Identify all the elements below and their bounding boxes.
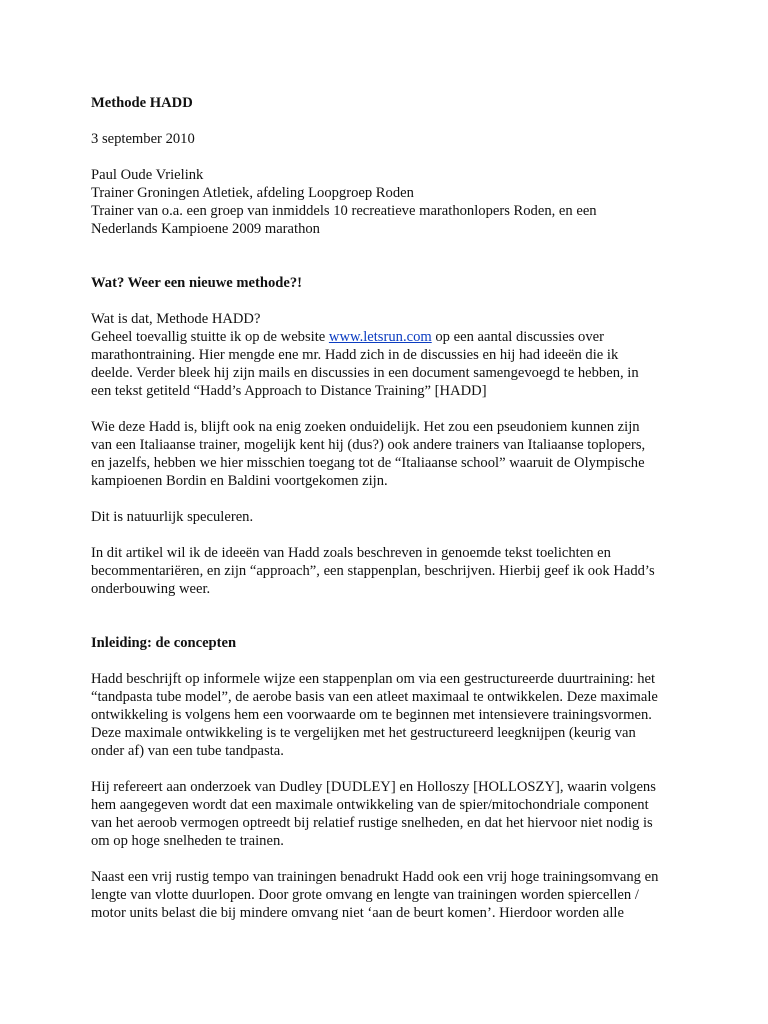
text-line: Hij refereert aan onderzoek van Dudley [DUDLEY] en Holloszy [HOLLOSZY], waarin volgens (91, 779, 656, 795)
author-name: Paul Oude Vrielink (91, 167, 204, 183)
text-line: lengte van vlotte duurlopen. Door grote omvang en lengte van trainingen worden spiercellen / (91, 887, 639, 903)
text-line: en jazelfs, hebben we hier misschien toegang tot de “Italiaanse school” waaruit de Olympische (91, 455, 645, 471)
text-line: Naast een vrij rustig tempo van trainingen benadrukt Hadd ook een vrij hoge trainingsomvang en (91, 869, 659, 885)
section-heading: Wat? Weer een nieuwe methode?! (91, 275, 303, 291)
spacer (91, 616, 691, 634)
spacer (91, 850, 691, 868)
spacer (91, 400, 691, 418)
text-line: Wie deze Hadd is, blijft ook na enig zoeken onduidelijk. Het zou een pseudoniem kunnen zijn (91, 419, 640, 435)
paragraph (91, 868, 691, 922)
text-line: Dit is natuurlijk speculeren. (91, 509, 254, 525)
text-line: ontwikkeling is volgens hem een voorwaarde om te beginnen met intensievere trainingsvormen. (91, 707, 652, 723)
text-line: Wat is dat, Methode HADD? (91, 311, 261, 327)
text-line: deelde. Verder bleek hij zijn mails en discussies in een document samengevoegd te hebben, in (91, 365, 639, 381)
author-role-line: Trainer Groningen Atletiek, afdeling Loopgroep Roden (91, 185, 414, 201)
spacer (91, 598, 691, 616)
spacer (91, 256, 691, 274)
author-role-line: Nederlands Kampioene 2009 marathon (91, 221, 320, 237)
spacer (91, 652, 691, 670)
spacer (91, 490, 691, 508)
text-span: Geheel toevallig stuitte ik op de website (91, 329, 329, 345)
paragraph (91, 310, 691, 400)
text-line: motor units belast die bij mindere omvang niet ‘aan de beurt komen’. Hierdoor worden alle (91, 905, 624, 921)
text-line: Hadd beschrijft op informele wijze een stappenplan om via een gestructureerde duurtraining: het (91, 671, 656, 687)
author-role-line: Trainer van o.a. een groep van inmiddels 10 recreatieve marathonlopers Roden, en een (91, 203, 597, 219)
document-page (91, 94, 691, 922)
text-line: marathontraining. Hier mengde ene mr. Hadd zich in de discussies en hij had ideeën die ik (91, 347, 619, 363)
paragraph (91, 544, 691, 598)
text-line: onder af) van een tube tandpasta. (91, 743, 284, 759)
paragraph (91, 508, 691, 526)
text-line: Deze maximale ontwikkeling is te vergelijken met het gestructureerd leegknijpen (keurig van (91, 725, 636, 741)
spacer (91, 112, 691, 130)
text-line: kampioenen Bordin en Baldini voortgekomen zijn. (91, 473, 388, 489)
paragraph (91, 418, 691, 490)
text-span: op een aantal discussies over (431, 329, 604, 345)
text-line: om op hoge snelheden te trainen. (91, 833, 284, 849)
paragraph (91, 778, 691, 850)
text-line (91, 328, 691, 346)
document-date: 3 september 2010 (91, 131, 195, 147)
spacer (91, 148, 691, 166)
letsrun-link[interactable]: www.letsrun.com (328, 329, 432, 345)
text-line: van een Italiaanse trainer, mogelijk kent hij (dus?) ook andere trainers van Italiaanse toplopers, (91, 437, 646, 453)
text-line: onderbouwing weer. (91, 581, 211, 597)
text-line: van het aeroob vermogen optreedt bij relatief rustige snelheden, en dat het hiervoor niet nodig is (91, 815, 653, 831)
text-line: een tekst getiteld “Hadd’s Approach to Distance Training” [HADD] (91, 383, 487, 399)
spacer (91, 760, 691, 778)
paragraph (91, 670, 691, 760)
section-heading: Inleiding: de concepten (91, 635, 237, 651)
text-line: “tandpasta tube model”, de aerobe basis van een atleet maximaal te ontwikkelen. Deze maximale (91, 689, 658, 705)
text-line: becommentariëren, en zijn “approach”, een stappenplan, beschrijven. Hierbij geef ik ook Hadd’s (91, 563, 655, 579)
spacer (91, 292, 691, 310)
text-line: hem aangegeven wordt dat een maximale ontwikkeling van de spier/mitochondriale component (91, 797, 649, 813)
text-line: In dit artikel wil ik de ideeën van Hadd zoals beschreven in genoemde tekst toelichten en (91, 545, 611, 561)
author-block (91, 166, 691, 238)
spacer (91, 526, 691, 544)
document-title: Methode HADD (91, 95, 193, 111)
spacer (91, 238, 691, 256)
